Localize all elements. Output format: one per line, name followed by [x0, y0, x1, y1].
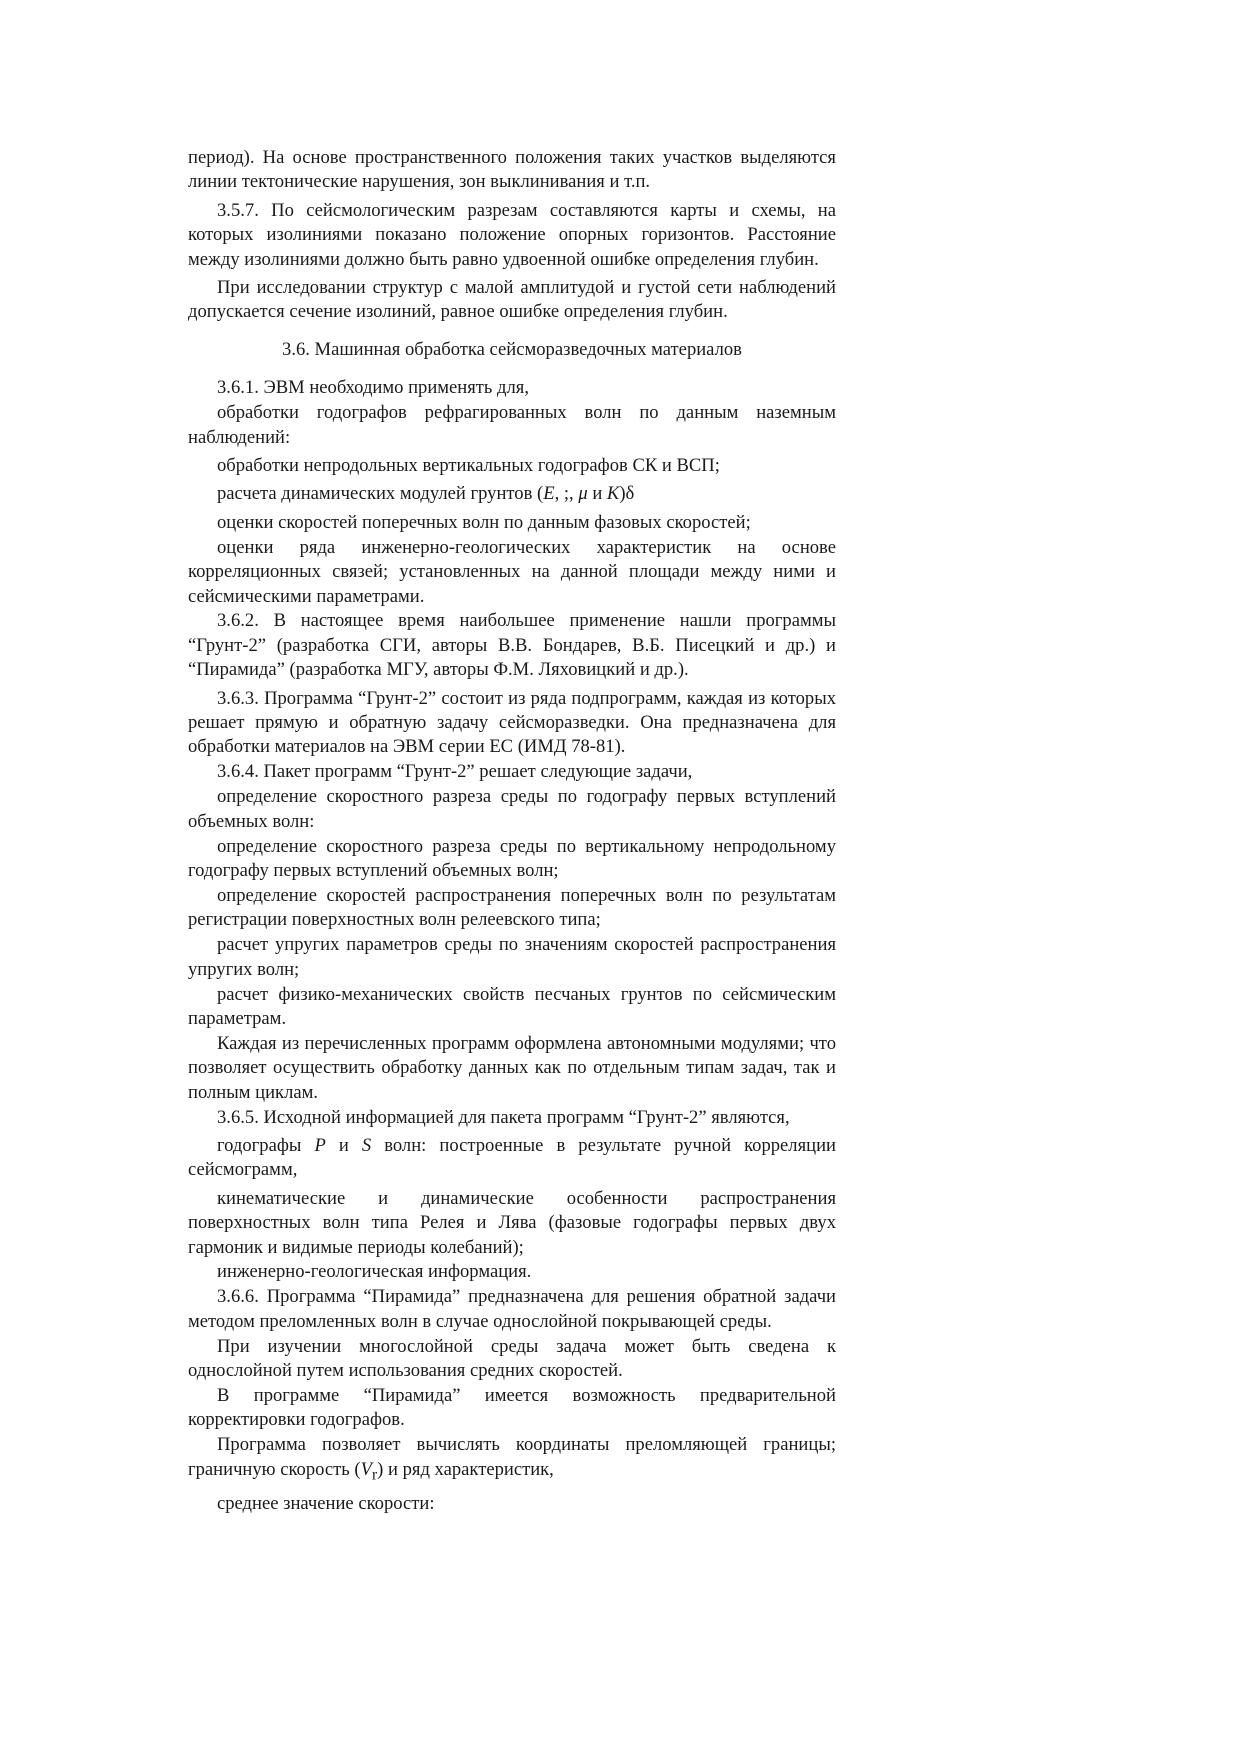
text-fragment: Программа позволяет вычислять координаты преломляющей границы; граничную скорость ( — [188, 1434, 836, 1480]
text-fragment: и — [325, 1134, 362, 1156]
subscript-r: r — [371, 1466, 378, 1484]
list-item-vertical-hodographs: обработки непродольных вертикальных годографов СК и ВСП; — [217, 454, 720, 476]
paragraph-small-amplitude: При исследовании структур с малой амплитудой и густой сети наблюдений допускается сечение изолиний, равное ошибке определения глубин. — [188, 277, 836, 323]
text-fragment: расчета динамических модулей грунтов ( — [217, 483, 544, 505]
list-item-surface-waves: определение скоростей распространения поперечных волн по результатам регистрации поверхностных волн релеевского типа; — [188, 884, 836, 931]
paragraph-3-6-1: 3.6.1. ЭВМ необходимо применять для, — [217, 377, 529, 399]
list-item-kinematic-features: кинематические и динамические особенности распространения поверхностных волн типа Релея и Лява (фазовые годографы первых двух гармоник и видимые периоды колебаний); — [188, 1187, 836, 1258]
paragraph-3-6-5: 3.6.5. Исходной информацией для пакета программ “Грунт-2” являются, — [217, 1106, 790, 1128]
paragraph-3-5-7: 3.5.7. По сейсмологическим разрезам составляются карты и схемы, на которых изолиниями показано положение опорных горизонтов. Расстояние между изолиниями должно быть равно удвоенной ошибке определения глубин. — [188, 199, 836, 270]
text-fragment: и — [587, 483, 607, 505]
paragraph-3-6-4: 3.6.4. Пакет программ “Грунт-2” решает следующие задачи, — [217, 761, 693, 783]
text-fragment: ) и ряд характеристик, — [377, 1458, 554, 1480]
list-item-hodographs-ps — [188, 1134, 836, 1183]
symbol-E: E — [543, 483, 555, 505]
list-item-elastic-parameters: расчет упругих параметров среды по значениям скоростей распространения упругих волн; — [188, 934, 836, 980]
text-fragment: , ;, — [554, 483, 579, 505]
paragraph-coordinates — [188, 1433, 836, 1488]
list-item-vertical-velocity-section: определение скоростного разреза среды по вертикальному непродольному годографу первых вступлений объемных волн; — [188, 835, 836, 881]
paragraph-3-6-6: 3.6.6. Программа “Пирамида” предназначена для решения обратной задачи методом преломленных волн в случае однослойной покрывающей среды. — [188, 1286, 836, 1332]
list-item-sand-properties: расчет физико-механических свойств песчаных грунтов по сейсмическим параметрам. — [188, 983, 836, 1029]
text-fragment: )δ — [619, 483, 635, 505]
list-item-shear-velocity: оценки скоростей поперечных волн по данным фазовых скоростей; — [217, 511, 751, 533]
list-item-correlation: оценки ряда инженерно-геологических характеристик на основе корреляционных связей; установленных на данной площади между ними и сейсмическими параметрами. — [188, 536, 836, 607]
paragraph-correction: В программе “Пирамида” имеется возможность предварительной корректировки годографов. — [188, 1385, 836, 1431]
text-fragment: годографы — [217, 1134, 315, 1156]
paragraph-3-6-2: 3.6.2. В настоящее время наибольшее применение нашли программы “Грунт-2” (разработка СГИ, авторы В.В. Бондарев, В.Б. Писецкий и др.) и “Пирамида” (разработка МГУ, авторы Ф.М. Ляховицкий и др.). — [188, 610, 836, 681]
symbol-mu: μ — [578, 483, 588, 505]
list-item-velocity-section: определение скоростного разреза среды по годографу первых вступлений объемных волн: — [188, 786, 836, 832]
list-item-engineering-info: инженерно-геологическая информация. — [217, 1261, 532, 1283]
paragraph-modules: Каждая из перечисленных программ оформлена автономными модулями; что позволяет осуществить обработку данных как по отдельным типам задач, так и полным циклам. — [188, 1032, 836, 1103]
list-item-refracted-waves: обработки годографов рефрагированных волн по данным наземным наблюдений: — [188, 402, 836, 448]
list-item-dynamic-moduli — [188, 482, 836, 506]
symbol-P: P — [314, 1134, 326, 1156]
symbol-S: S — [361, 1134, 372, 1156]
list-item-mean-velocity: среднее значение скорости: — [217, 1492, 435, 1514]
text-fragment: волн: построенные в результате ручной корреляции сейсмограмм, — [188, 1134, 836, 1181]
section-heading-3-6: 3.6. Машинная обработка сейсморазведочных материалов — [282, 338, 742, 360]
paragraph-3-6-3: 3.6.3. Программа “Грунт-2” состоит из ряда подпрограмм, каждая из которых решает прямую и обратную задачу сейсморазведки. Она предназначена для обработки материалов на ЭВМ серии ЕС (ИМД 78-81). — [188, 687, 836, 758]
paragraph-continuation: период). На основе пространственного положения таких участков выделяются линии тектонические нарушения, зон выклинивания и т.п. — [188, 147, 836, 193]
symbol-V: V — [360, 1458, 372, 1480]
symbol-K: K — [606, 483, 620, 505]
paragraph-multilayer: При изучении многослойной среды задача может быть сведена к однослойной путем использования средних скоростей. — [188, 1335, 836, 1382]
document-page — [188, 146, 836, 1517]
